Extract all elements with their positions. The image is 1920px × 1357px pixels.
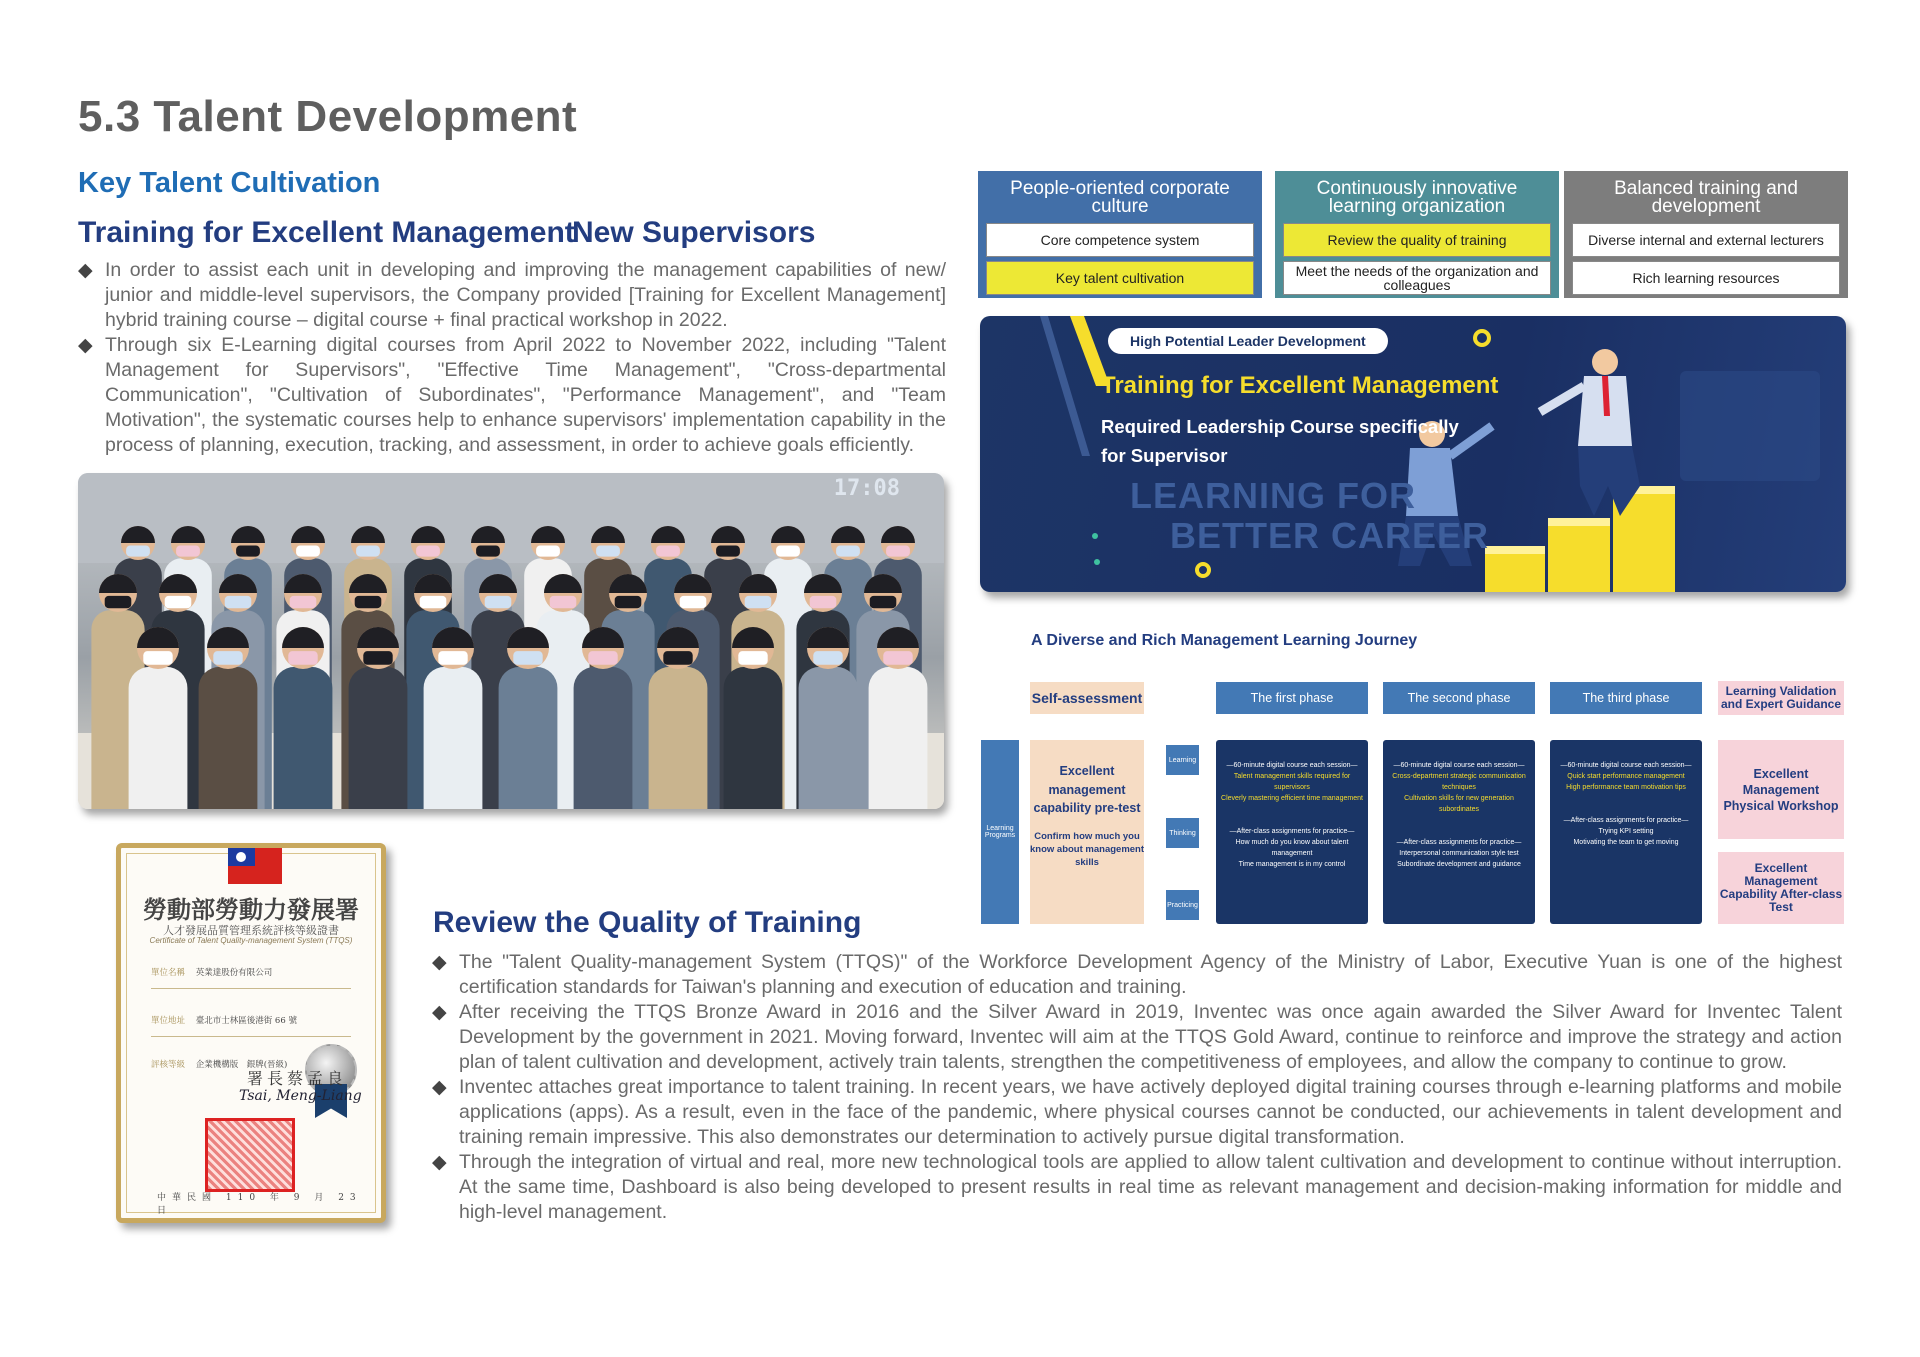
face-mask <box>745 596 772 608</box>
face-mask <box>165 596 192 608</box>
phase-spacer <box>1554 793 1698 815</box>
banner-title: Training for Excellent Management <box>1101 372 1499 399</box>
banner-slogan-line: BETTER CAREER <box>1170 515 1490 556</box>
pillar-balanced-training <box>1564 171 1848 298</box>
face-mask <box>485 596 512 608</box>
face-mask <box>355 596 382 608</box>
banner-subtitle: Required Leadership Course specifically for Supervisor <box>1101 416 1459 466</box>
phase-assignment: Subordinate development and guidance <box>1397 861 1521 868</box>
section-heading: Key Talent Cultivation <box>78 167 381 199</box>
pillar-title: Continuously innovative learning organization <box>1316 178 1518 217</box>
leadership-banner <box>980 316 1846 592</box>
phase-course-header: —60-minute digital course each session— <box>1393 762 1525 769</box>
face-mask <box>213 651 242 665</box>
face-mask <box>105 596 132 608</box>
banner-slogan <box>1130 476 1489 556</box>
red-official-seal <box>205 1118 295 1192</box>
face-mask <box>680 596 707 608</box>
certificate-title: 勞動部勞動力發展署 <box>143 895 359 924</box>
face-mask <box>296 546 320 557</box>
certificate-signature: Tsai, Meng-Liang <box>239 1088 362 1104</box>
face-mask <box>615 596 642 608</box>
banner-slogan-line: LEARNING FOR <box>1130 475 1416 516</box>
phase-assignment: Time management is in my control <box>1238 861 1346 868</box>
face-mask <box>438 651 467 665</box>
phase-spacer <box>1220 804 1364 826</box>
phase-course: Cleverly mastering efficient time management <box>1221 795 1363 802</box>
face-mask <box>236 546 260 557</box>
pillar-title: People-oriented corporate culture <box>1010 178 1230 217</box>
face-mask <box>813 651 842 665</box>
face-mask <box>738 651 767 665</box>
pillar-item: Rich learning resources <box>1572 261 1840 295</box>
subheading-new-supervisors: New Supervisors <box>572 216 816 249</box>
person-body <box>424 667 483 809</box>
phase-course: Talent management skills required for supervisors <box>1233 773 1351 791</box>
intro-bullet-list <box>78 258 946 458</box>
journey-workshop: Excellent Management Physical Workshop <box>1718 740 1844 839</box>
face-mask <box>716 546 740 557</box>
certificate-divider <box>151 1036 351 1037</box>
person-body <box>129 667 188 809</box>
pillar-item-highlighted: Key talent cultivation <box>986 261 1254 295</box>
review-bullet: ◆ Inventec attaches great importance to talent training. In recent years, we have actively deployed digital training courses through e-learning platforms and mobile applications (apps). As a result, even in the face of the pandemic, where physical courses cannot be conducted, our achievements in talent development and training remain impressive. This also demonstrates our determination to actively pursue digital transformation. <box>432 1075 1842 1150</box>
review-bullet: ◆ Through the integration of virtual and real, more new technological tools are applied to allow talent cultivation and development to continue without interruption. At the same time, Dashboard is also being developed to present results in real time as relevant management and decision-making information for middle and high-level management. <box>432 1150 1842 1225</box>
journey-learning-programs: Learning Programs <box>981 740 1019 924</box>
certificate-dean: 署長蔡孟良 <box>247 1069 348 1088</box>
face-mask <box>363 651 392 665</box>
person-body <box>349 667 408 809</box>
face-mask <box>143 651 172 665</box>
face-mask <box>810 596 837 608</box>
phase-assignment: Interpersonal communication style test <box>1399 850 1519 857</box>
certificate-row-value: 英業達股份有限公司 <box>195 968 273 978</box>
certificate-row-label: 單位地址 <box>151 1016 186 1026</box>
phase-assignment-header: —After-class assignments for practice— <box>1396 839 1522 846</box>
review-heading: Review the Quality of Training <box>433 906 862 939</box>
review-bullet: ◆ The "Talent Quality-management System (TTQS)" of the Workforce Development Agency of the Ministry of Labor, Executive Yuan is one of the highest certification standards for Taiwan's planning and execution of education and training. <box>432 950 1842 1000</box>
face-mask <box>476 546 500 557</box>
group-photo-illustration <box>78 473 944 809</box>
person-body <box>724 667 783 809</box>
journey-aftertest: Excellent Management Capability After-class Test <box>1718 852 1844 924</box>
pillar-people-oriented <box>978 171 1262 298</box>
review-bullet: ◆ After receiving the TTQS Bronze Award in 2016 and the Silver Award in 2019, Inventec was once again awarded the Silver Award for Inventec Talent Development by the government in 2021. Moving forward, Inventec will aim at the TTQS Gold Award, continue to reinforce and improve the strategy and action plan of talent cultivation and development, actively train talents, strengthen the competitiveness of employees, and allow the company to continue to grow. <box>432 1000 1842 1075</box>
face-mask <box>356 546 380 557</box>
phase-spacer <box>1387 815 1531 837</box>
page-title: 5.3 Talent Development <box>78 92 578 141</box>
phase-course-header: —60-minute digital course each session— <box>1226 762 1358 769</box>
certificate-row-value: 臺北市士林區後港街 66 號 <box>195 1016 297 1026</box>
journey-side-thinking: Thinking <box>1166 818 1199 848</box>
pillar-title: Balanced training and development <box>1614 178 1798 217</box>
face-mask <box>663 651 692 665</box>
phase-assignment: How much do you know about talent management <box>1235 839 1349 857</box>
photo-clock: 17:08 <box>833 476 900 501</box>
face-mask <box>656 546 680 557</box>
phase-course-header: —60-minute digital course each session— <box>1560 762 1692 769</box>
person-body <box>869 667 928 809</box>
review-bullet-list <box>432 950 1842 1225</box>
journey-validation-header: Learning Validation and Expert Guidance <box>1718 681 1844 715</box>
face-mask <box>126 546 150 557</box>
phase-course: Quick start performance management <box>1567 773 1685 780</box>
person-body <box>799 667 858 809</box>
face-mask <box>883 651 912 665</box>
person-body <box>649 667 708 809</box>
pillar-item: Diverse internal and external lecturers <box>1572 223 1840 257</box>
person-body <box>199 667 258 809</box>
ttqs-certificate <box>116 843 386 1223</box>
journey-pretest-desc: Confirm how much you know about management skills <box>1030 830 1145 868</box>
face-mask <box>416 546 440 557</box>
face-mask <box>776 546 800 557</box>
pillar-item: Meet the needs of the organization and colleagues <box>1283 261 1551 295</box>
face-mask <box>536 546 560 557</box>
journey-pretest <box>1030 740 1144 924</box>
face-mask <box>288 651 317 665</box>
certificate-row-label: 單位名稱 <box>151 968 186 978</box>
journey-side-practicing: Practicing <box>1166 890 1199 920</box>
intro-bullet: ◆ In order to assist each unit in developing and improving the management capabilities of new/ junior and middle-level supervisors, the Company provided [Training for Excellent Management] hybrid training course – digital course + final practical workshop in 2022. <box>78 258 946 333</box>
journey-phase-1-box <box>1216 740 1368 924</box>
journey-phase-1-header: The first phase <box>1216 682 1368 714</box>
person-body <box>499 667 558 809</box>
phase-assignment: Trying KPI setting <box>1598 828 1654 835</box>
group-photo <box>78 473 944 809</box>
face-mask <box>588 651 617 665</box>
face-mask <box>836 546 860 557</box>
certificate-row-label: 評核等級 <box>151 1060 186 1070</box>
phase-assignment-header: —After-class assignments for practice— <box>1563 817 1689 824</box>
journey-pretest-title: Excellent management capability pre-test <box>1033 764 1141 815</box>
phase-assignment: Motivating the team to get moving <box>1573 839 1679 846</box>
face-mask <box>176 546 200 557</box>
face-mask <box>886 546 910 557</box>
face-mask <box>596 546 620 557</box>
certificate-date: 中華民國 110 年 9 月 23 日 <box>157 1193 362 1216</box>
certificate-subtitle: 人才發展品質管理系統評核等級證書 <box>163 924 339 937</box>
face-mask <box>420 596 447 608</box>
journey-phase-2-box <box>1383 740 1535 924</box>
pillar-item: Core competence system <box>986 223 1254 257</box>
certificate-row-value: 企業機構版 銀牌(晉級) <box>195 1060 288 1070</box>
journey-side-learning: Learning <box>1166 745 1199 775</box>
journey-phase-3-box <box>1550 740 1702 924</box>
face-mask <box>290 596 317 608</box>
phase-course: Cross-department strategic communication techniques <box>1392 773 1526 791</box>
face-mask <box>870 596 897 608</box>
certificate-divider <box>151 988 351 989</box>
pillar-item-highlighted: Review the quality of training <box>1283 223 1551 257</box>
phase-assignment-header: —After-class assignments for practice— <box>1229 828 1355 835</box>
journey-self-assessment: Self-assessment <box>1030 682 1144 714</box>
taiwan-flag-icon <box>228 848 282 884</box>
person-body <box>574 667 633 809</box>
journey-phase-2-header: The second phase <box>1383 682 1535 714</box>
certificate-subtitle-en: Certificate of Talent Quality-management System (TTQS) <box>149 936 353 945</box>
subheading-training: Training for Excellent Management <box>78 216 575 249</box>
certificate-row-address <box>151 1014 297 1026</box>
phase-course: Cultivation skills for new generation subordinates <box>1404 795 1514 813</box>
face-mask <box>550 596 577 608</box>
certificate-row-name <box>151 966 272 978</box>
face-mask <box>513 651 542 665</box>
journey-title: A Diverse and Rich Management Learning Journey <box>1031 632 1418 649</box>
pillar-innovative-learning <box>1275 171 1559 298</box>
banner-tag: High Potential Leader Development <box>1108 328 1388 354</box>
person-body <box>274 667 333 809</box>
journey-phase-3-header: The third phase <box>1550 682 1702 714</box>
intro-bullet: ◆ Through six E-Learning digital courses from April 2022 to November 2022, including "Talent Management for Supervisors", "Effective Time Management", "Cross-departmental Communication", "Cultivation of Subordinates", "Performance Management", and "Team Motivation", the systematic courses help to enhance supervisors' implementation capability in the process of planning, execution, tracking, and assessment, in order to achieve goals efficiently. <box>78 333 946 458</box>
phase-course: High performance team motivation tips <box>1566 784 1686 791</box>
face-mask <box>225 596 252 608</box>
